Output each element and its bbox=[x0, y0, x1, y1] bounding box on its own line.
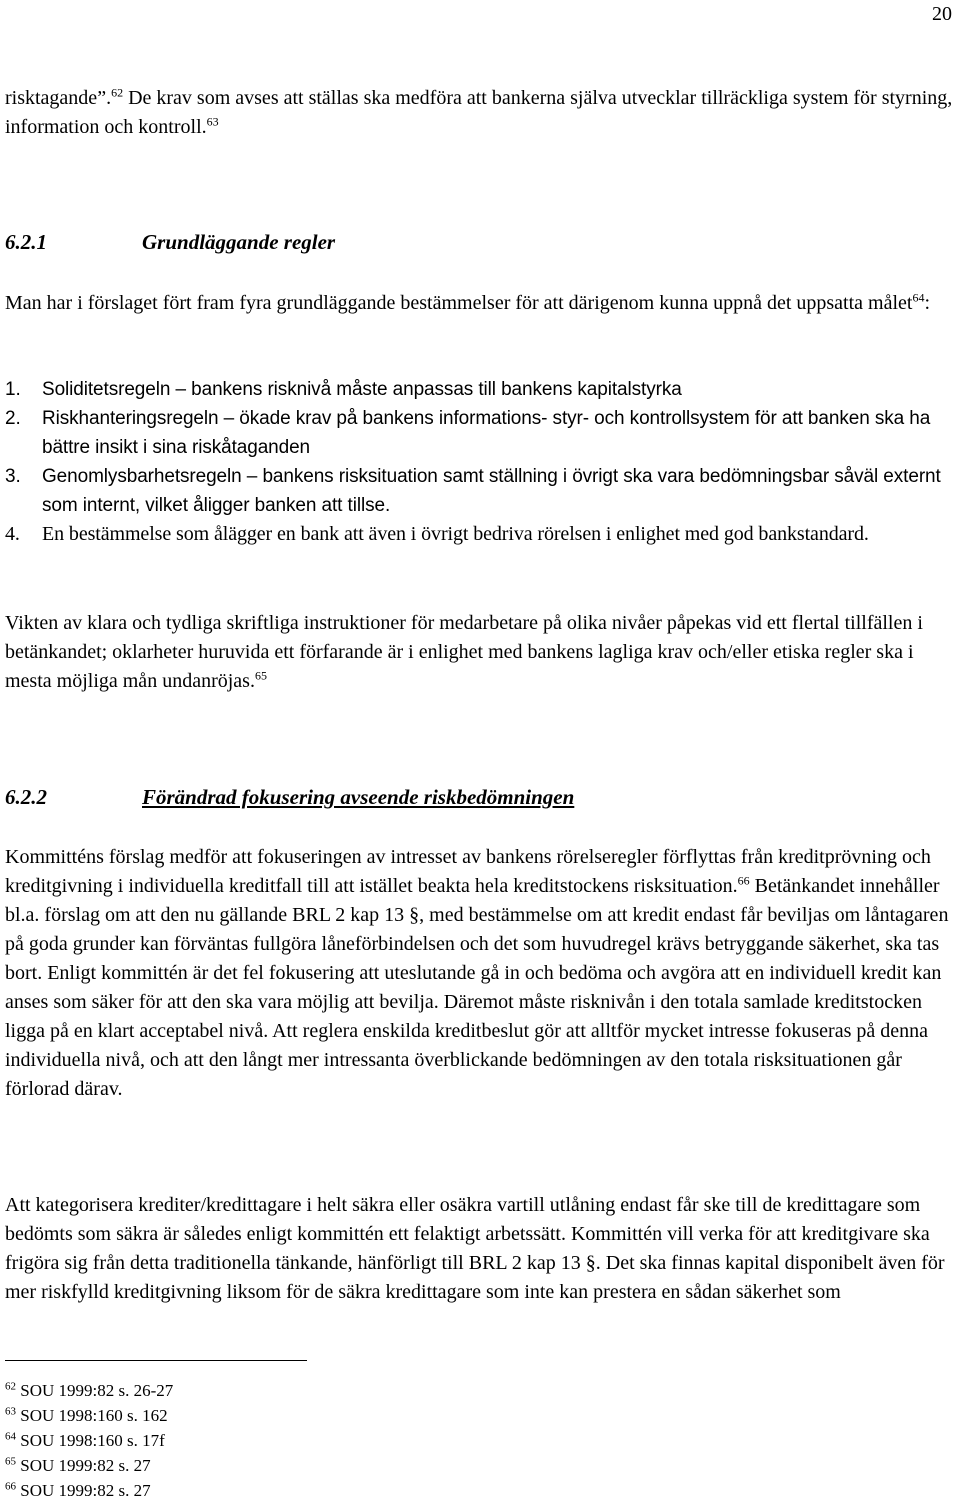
rules-intro-paragraph bbox=[5, 289, 954, 318]
footnote-text: SOU 1999:82 s. 26-27 bbox=[20, 1381, 174, 1400]
list-marker: 1. bbox=[5, 379, 21, 400]
footnote-text: SOU 1998:160 s. 17f bbox=[20, 1431, 165, 1450]
section-number: 6.2.1 bbox=[5, 230, 47, 254]
footnote-number: 64 bbox=[5, 1430, 16, 1443]
footnote-number: 63 bbox=[5, 1405, 16, 1418]
list-marker: 4. bbox=[5, 523, 20, 545]
intro-paragraph bbox=[5, 84, 954, 142]
page-number: 20 bbox=[932, 3, 952, 25]
list-item bbox=[5, 520, 954, 549]
instructions-paragraph bbox=[5, 609, 954, 696]
rules-list bbox=[5, 375, 954, 549]
footnote-number: 65 bbox=[5, 1455, 16, 1468]
section-number: 6.2.2 bbox=[5, 785, 47, 809]
intro-text-2: De krav som avses att ställas ska medföra att bankerna själva utvecklar tillräckliga system för styrning, information och kontroll. bbox=[5, 87, 953, 138]
footnote bbox=[5, 1478, 173, 1503]
footnote-ref-66: 66 bbox=[737, 873, 750, 888]
list-item bbox=[5, 404, 954, 462]
list-marker: 2. bbox=[5, 408, 21, 429]
footnote bbox=[5, 1378, 173, 1403]
footnote-ref-63: 63 bbox=[206, 114, 219, 129]
rules-intro-text: Man har i förslaget fört fram fyra grundläggande bestämmelser för att därigenom kunna uppnå det uppsatta målet bbox=[5, 292, 913, 314]
footnotes-list bbox=[5, 1378, 173, 1503]
footnote-ref-65: 65 bbox=[254, 668, 267, 683]
section-heading-6-2-1 bbox=[5, 230, 335, 255]
footnote-text: SOU 1998:160 s. 162 bbox=[20, 1406, 168, 1425]
footnote-text: SOU 1999:82 s. 27 bbox=[20, 1481, 151, 1500]
footnote-ref-62: 62 bbox=[111, 85, 124, 100]
focus-text-2: Betänkandet innehåller bl.a. förslag om att den nu gällande BRL 2 kap 13 §, med bestämmelse om att kredit endast får beviljas om låntagaren på goda grunder kan förväntas fullgöra låneförbindelsen och det som huvudregel krävs betryggande säkerhet, ska tas bort. Enligt kommittén är det fel fokusering att uteslutande gå in och bedöma och avgöra att en individuell kredit kan anses som säker för att den ska vara möjlig att bevilja. Däremot måste risknivån i den totala samlade kreditstocken ligga på en klart acceptabel nivå. Att reglera enskilda kreditbeslut gör att alltför mycket intresse fokuseras på denna individuella nivå, och att den långt mer intressanta överblickande bedömningen av den totala risksituationen går förlorad därav. bbox=[5, 875, 949, 1100]
rules-intro-colon: : bbox=[924, 292, 931, 314]
section-heading-6-2-2 bbox=[5, 785, 574, 810]
list-item bbox=[5, 375, 954, 404]
footnote-ref-64: 64 bbox=[912, 290, 925, 305]
footnote-text: SOU 1999:82 s. 27 bbox=[20, 1456, 151, 1475]
footnote-number: 66 bbox=[5, 1480, 16, 1493]
footnote bbox=[5, 1403, 173, 1428]
section-title: Grundläggande regler bbox=[142, 230, 336, 254]
focus-text-1: Kommitténs förslag medför att fokuseringen av intresset av bankens rörelseregler förflyttas från kreditprövning och kreditgivning i individuella kreditfall till att istället beakta hela kreditstockens risksituation. bbox=[5, 846, 931, 897]
list-item-text: Riskhanteringsregeln – ökade krav på bankens informations- styr- och kontrollsystem för att banken ska ha bättre insikt i sina riskåtaganden bbox=[42, 408, 931, 458]
instructions-text: Vikten av klara och tydliga skriftliga instruktioner för medarbetare på olika nivåer påpekas vid ett flertal tillfällen i betänkandet; oklarheter huruvida ett förfarande är i enlighet med bankens lagliga krav och/eller etiska regler ska i mesta möjliga mån undanröjas. bbox=[5, 612, 923, 692]
list-item-text: En bestämmelse som ålägger en bank att även i övrigt bedriva rörelsen i enlighet med god bankstandard. bbox=[42, 523, 869, 545]
footnote bbox=[5, 1428, 173, 1453]
intro-text-1: risktagande”. bbox=[5, 87, 112, 109]
list-marker: 3. bbox=[5, 466, 21, 487]
categorize-paragraph: Att kategorisera krediter/kredittagare i helt säkra eller osäkra vartill utlåning endast får ske till de kredittagare som bedömts som säkra är således enligt kommittén ett felaktigt arbetssätt. Kommittén vill verka för att kreditgivare ska frigöra sig från detta traditionella tänkande, hänförligt till BRL 2 kap 13 §. Det ska finnas kapital disponibelt även för mer riskfylld kreditgivning liksom för de säkra kredittagare som inte kan prestera en sådan säkerhet som bbox=[5, 1194, 945, 1303]
list-item bbox=[5, 462, 954, 520]
section-title: Förändrad fokusering avseende riskbedömningen bbox=[142, 785, 575, 809]
footnote-separator bbox=[5, 1360, 307, 1361]
footnote bbox=[5, 1453, 173, 1478]
list-item-text: Soliditetsregeln – bankens risknivå måste anpassas till bankens kapitalstyrka bbox=[42, 379, 682, 400]
focus-paragraph bbox=[5, 843, 954, 1104]
list-item-text: Genomlysbarhetsregeln – bankens risksituation samt ställning i övrigt ska vara bedömningsbar såväl externt som internt, vilket åligger banken att tillse. bbox=[42, 466, 941, 516]
footnote-number: 62 bbox=[5, 1380, 16, 1393]
